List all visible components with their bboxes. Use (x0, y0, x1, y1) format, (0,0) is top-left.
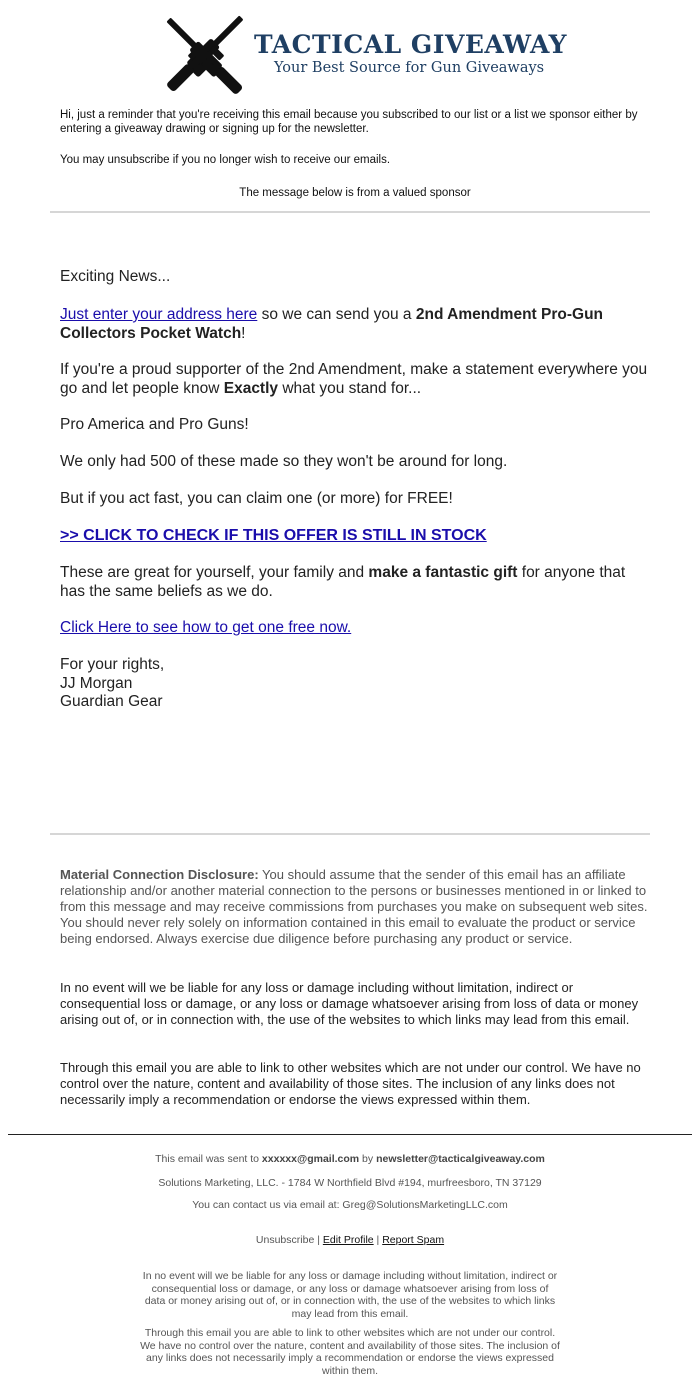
paragraph-6 (60, 564, 650, 601)
p2-end: what you stand for... (278, 379, 422, 397)
sent-mid: by (359, 1153, 377, 1165)
contact-line: You can contact us via email at: Greg@SolutionsMarketingLLC.com (192, 1199, 508, 1211)
p1-text: so we can send you a (257, 306, 416, 323)
sponsor-note: The message below is from a valued sponsor (239, 187, 471, 199)
paragraph-1 (60, 306, 650, 343)
p6-bold: make a fantastic gift (368, 564, 518, 581)
cta-paragraph (60, 527, 650, 546)
sent-prefix: This email was sent to (155, 1153, 262, 1165)
p6-end: for anyone that has the same beliefs as we do. (60, 564, 626, 600)
enter-address-link[interactable]: Just enter your address here (60, 306, 258, 323)
check-stock-link[interactable]: >> CLICK TO CHECK IF THIS OFFER IS STILL IN STOCK (60, 527, 487, 544)
footer-links (140, 1234, 560, 1247)
signoff-line-1: For your rights, (60, 656, 165, 673)
links-disclaimer: Through this email you are able to link to other websites which are not under our control. We have no control over the nature, content and availability of those sites. The inclusion of any links does not necessarily imply a recommendation or endorse the views expressed within them. (60, 1060, 641, 1107)
unsubscribe-note: You may unsubscribe if you no longer wish to receive our emails. (60, 154, 391, 166)
material-disclosure (60, 867, 650, 947)
footer-liability: In no event will we be liable for any loss or damage including without limitation, indirect or consequential loss or damage, or any loss or damage whatsoever arising from loss of data or money arising out of, or in connection with, the use of the websites to which links may lead from this email. (142, 1270, 558, 1320)
p2-text: If you're a proud supporter of the 2nd Amendment, make a statement everywhere you go and let people know (60, 361, 648, 397)
signoff (60, 656, 650, 712)
sender-email: newsletter@tacticalgiveaway.com (376, 1153, 545, 1165)
footer-divider (8, 1134, 692, 1135)
divider-bottom (50, 833, 650, 835)
paragraph-7 (60, 619, 650, 638)
signoff-company: Guardian Gear (60, 693, 163, 710)
get-one-free-link[interactable]: Click Here to see how to get one free now. (60, 619, 352, 636)
footer-links-disclaimer: Through this email you are able to link to other websites which are not under our control. We have no control over the nature, content and availability of those sites. The inclusion of any links does not necessarily imply a recommendation or endorse the views expressed within them. (140, 1327, 560, 1377)
header-logo[interactable] (158, 10, 568, 100)
paragraph-4: We only had 500 of these made so they won't be around for long. (60, 453, 508, 470)
paragraph-3: Pro America and Pro Guns! (60, 416, 249, 433)
disclosure-label: Material Connection Disclosure: (60, 867, 259, 882)
link-separator: | (373, 1234, 383, 1246)
logo-title: TACTICAL GIVEAWAY (254, 30, 568, 59)
liability-disclaimer: In no event will we be liable for any loss or damage including without limitation, indirect or consequential loss or damage, or any loss or damage whatsoever arising from loss of data or money arising out of, or in connection with, the use of the websites to which links may lead from this email. (60, 980, 639, 1027)
paragraph-2 (60, 361, 650, 398)
p2-bold: Exactly (223, 379, 279, 397)
report-spam-link[interactable]: Report Spam (382, 1234, 445, 1246)
sent-to-line (140, 1153, 560, 1166)
divider-top (50, 211, 650, 213)
signoff-name: JJ Morgan (60, 674, 133, 692)
p6-text: These are great for yourself, your family and (60, 564, 369, 581)
recipient-email: xxxxxx@gmail.com (261, 1153, 360, 1165)
p1-bold: 2nd Amendment Pro-Gun Collectors Pocket Watch (60, 306, 604, 342)
subscription-reminder: Hi, just a reminder that you're receiving this email because you subscribed to our list or a list we sponsor either by entering a giveaway drawing or signing up for the newsletter. (60, 109, 638, 135)
link-separator: | (314, 1234, 323, 1246)
postal-address: Solutions Marketing, LLC. - 1784 W Northfield Blvd #194, murfreesboro, TN 37129 (158, 1177, 542, 1189)
disclosure-text: You should assume that the sender of this email has an affiliate relationship and/or another material connection to the persons or businesses mentioned in or linked to from this message and may receive commissions from purchases you make on subsequent web sites. You should never rely solely on information contained in this email to evaluate the product or service being endorsed. Always exercise due diligence before purchasing any product or service. (60, 867, 648, 946)
crossed-rifles-icon (158, 10, 254, 100)
edit-profile-link[interactable]: Edit Profile (322, 1234, 374, 1246)
p1-end: ! (241, 324, 246, 342)
greeting: Exciting News... (60, 268, 171, 285)
logo-subtitle: Your Best Source for Gun Giveaways (274, 60, 545, 76)
paragraph-5: But if you act fast, you can claim one (or more) for FREE! (60, 490, 453, 507)
unsubscribe-link[interactable]: Unsubscribe (255, 1234, 315, 1246)
